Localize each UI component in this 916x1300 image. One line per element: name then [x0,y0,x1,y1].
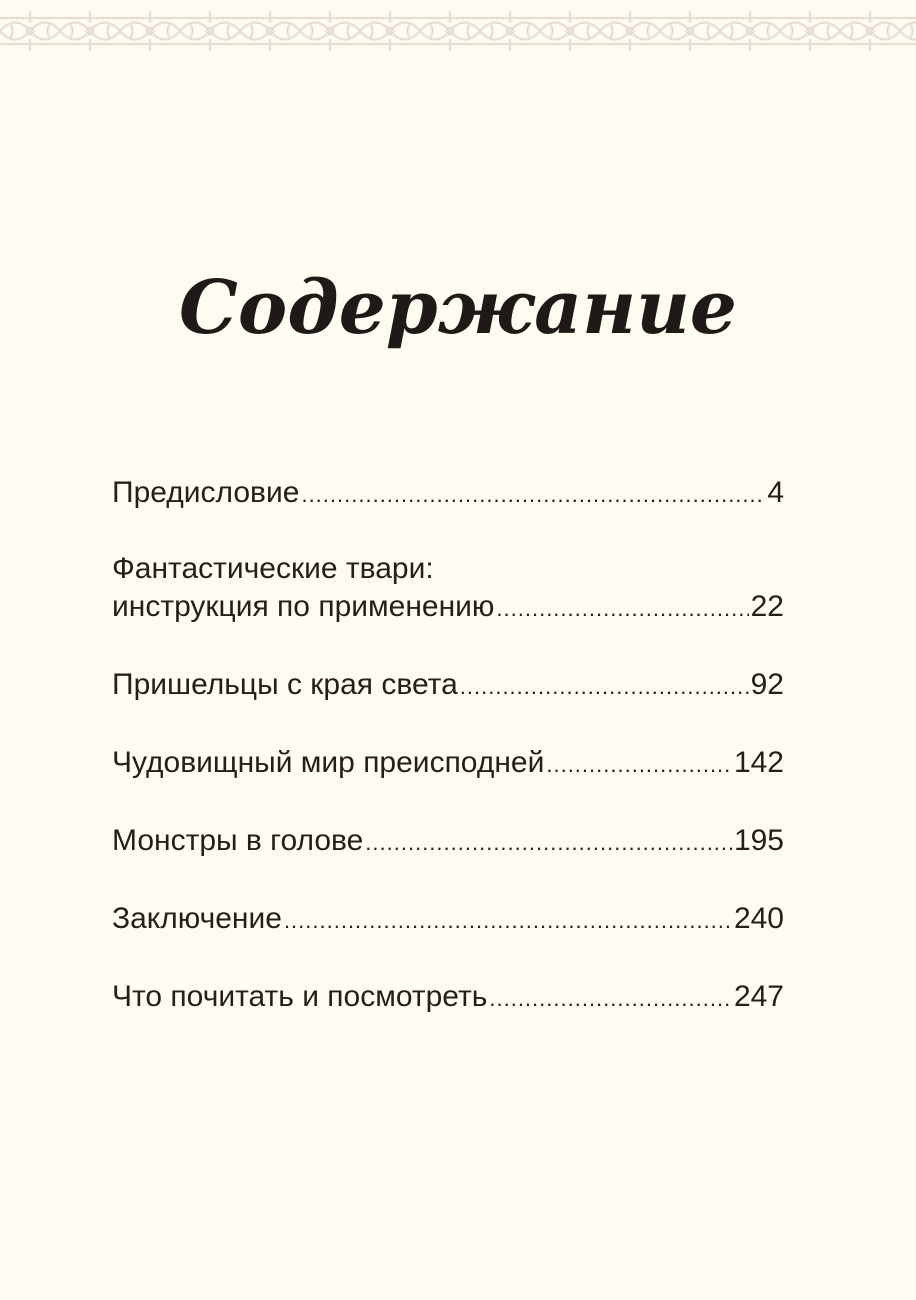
toc-entry-title: Монстры в голове [112,824,364,857]
dot-leader [496,590,748,628]
table-of-contents [112,474,784,1018]
toc-line [112,666,784,706]
decorative-border-ornament [0,8,916,54]
dot-leader [365,824,732,862]
toc-line [112,474,784,514]
toc-entry-underworld[interactable] [112,744,784,784]
toc-line [112,744,784,784]
toc-entry-title: Пришельцы с края света [112,668,458,701]
toc-entry-monsters-in-head[interactable] [112,822,784,862]
toc-entry-page-number: 142 [733,746,784,779]
toc-entry-page-number: 22 [750,590,784,623]
dot-leader [460,668,749,706]
toc-entry-page-number: 4 [767,476,784,509]
toc-entry-title: Предисловие [112,476,300,509]
toc-line [112,900,784,940]
dot-leader [284,902,732,940]
dot-leader [489,980,732,1018]
toc-entry-conclusion[interactable] [112,900,784,940]
toc-entry-page-number: 240 [733,902,784,935]
toc-entry-title-line1: Фантастические твари: [112,552,434,585]
toc-entry-reading-list[interactable] [112,978,784,1018]
toc-entry-page-number: 92 [750,668,784,701]
toc-entry-title: Чудовищный мир преисподней [112,746,545,779]
toc-entry-title: инструкция по применению [112,590,495,623]
toc-entry-title: Что почитать и посмотреть [112,980,488,1013]
toc-entry-page-number: 247 [733,980,784,1013]
toc-line [112,588,784,628]
dot-leader [546,746,732,784]
toc-line [112,978,784,1018]
toc-entry-page-number: 195 [733,824,784,857]
toc-entry-preface[interactable] [112,474,784,514]
toc-line [112,822,784,862]
toc-entry-fantastic-beasts[interactable] [112,550,784,628]
toc-entry-aliens[interactable] [112,666,784,706]
toc-entry-title: Заключение [112,902,282,935]
page-title: Содержание [179,265,737,351]
dot-leader [301,476,765,514]
